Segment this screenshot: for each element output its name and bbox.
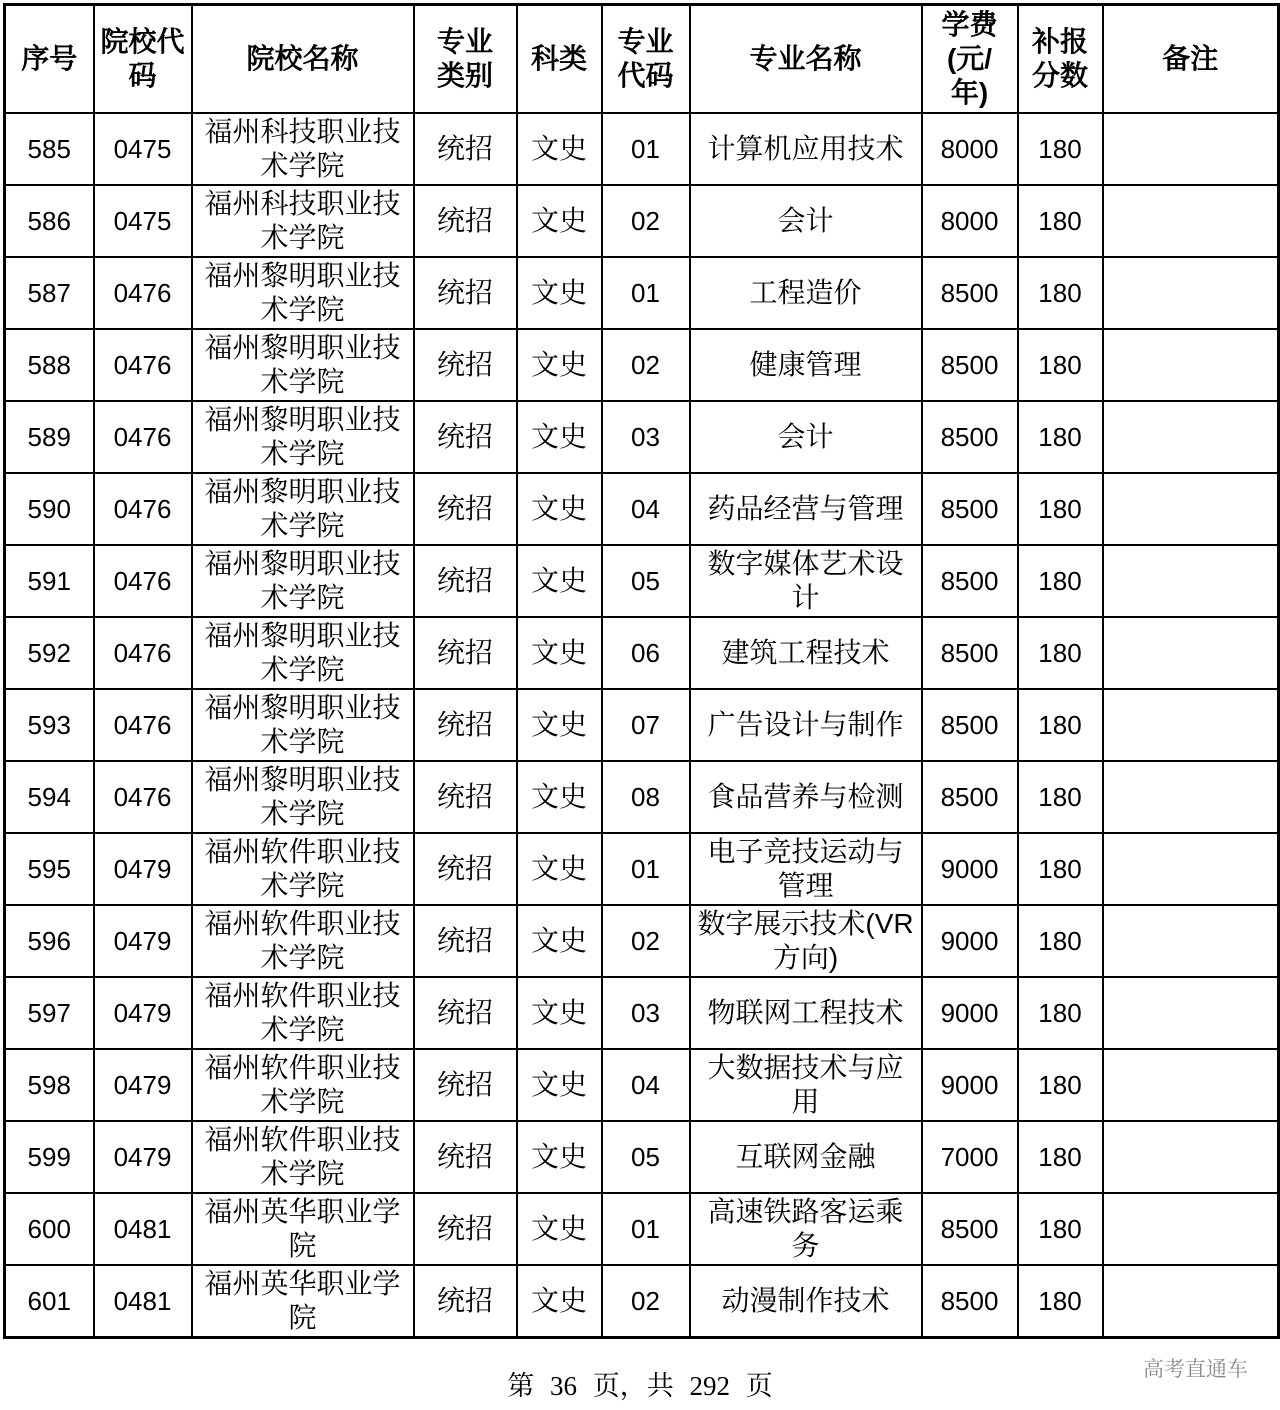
cell-fee: 8500: [922, 1193, 1018, 1265]
cell-major-type: 统招: [414, 545, 517, 617]
cell-school-code: 0476: [94, 689, 192, 761]
cell-subject: 文史: [517, 1121, 602, 1193]
cell-seq: 589: [5, 401, 94, 473]
header-row: [5, 5, 1279, 114]
cell-school-code: 0476: [94, 545, 192, 617]
cell-school-code: 0476: [94, 617, 192, 689]
cell-school-name: 福州黎明职业技术学院: [192, 617, 414, 689]
cell-school-name: 福州软件职业技术学院: [192, 833, 414, 905]
table-row: [5, 617, 1279, 689]
cell-remark: [1103, 113, 1279, 185]
cell-major-type: 统招: [414, 761, 517, 833]
cell-subject: 文史: [517, 1049, 602, 1121]
cell-remark: [1103, 833, 1279, 905]
cell-seq: 588: [5, 329, 94, 401]
cell-remark: [1103, 1049, 1279, 1121]
cell-score: 180: [1018, 329, 1103, 401]
table-row: [5, 113, 1279, 185]
cell-school-code: 0475: [94, 113, 192, 185]
cell-remark: [1103, 185, 1279, 257]
cell-major-code: 02: [602, 185, 690, 257]
cell-school-code: 0481: [94, 1265, 192, 1338]
cell-major-name: 数字展示技术(VR方向): [690, 905, 922, 977]
cell-major-type: 统招: [414, 1049, 517, 1121]
cell-remark: [1103, 977, 1279, 1049]
cell-school-name: 福州黎明职业技术学院: [192, 329, 414, 401]
header-school-name: 院校名称: [192, 5, 414, 114]
cell-major-name: 建筑工程技术: [690, 617, 922, 689]
watermark-text: 高考直通车: [1143, 1357, 1248, 1381]
cell-seq: 595: [5, 833, 94, 905]
cell-seq: 596: [5, 905, 94, 977]
cell-score: 180: [1018, 689, 1103, 761]
cell-seq: 597: [5, 977, 94, 1049]
cell-major-type: 统招: [414, 1121, 517, 1193]
cell-school-code: 0481: [94, 1193, 192, 1265]
cell-subject: 文史: [517, 977, 602, 1049]
cell-score: 180: [1018, 761, 1103, 833]
cell-school-code: 0475: [94, 185, 192, 257]
cell-seq: 591: [5, 545, 94, 617]
cell-fee: 8500: [922, 617, 1018, 689]
cell-remark: [1103, 257, 1279, 329]
cell-major-code: 01: [602, 257, 690, 329]
cell-major-type: 统招: [414, 977, 517, 1049]
cell-seq: 590: [5, 473, 94, 545]
cell-major-type: 统招: [414, 257, 517, 329]
cell-major-name: 会计: [690, 401, 922, 473]
cell-major-name: 食品营养与检测: [690, 761, 922, 833]
cell-major-code: 05: [602, 545, 690, 617]
cell-remark: [1103, 1265, 1279, 1338]
cell-subject: 文史: [517, 689, 602, 761]
cell-major-type: 统招: [414, 473, 517, 545]
table-row: [5, 185, 1279, 257]
cell-seq: 600: [5, 1193, 94, 1265]
cell-seq: 598: [5, 1049, 94, 1121]
table-row: [5, 1049, 1279, 1121]
cell-major-code: 07: [602, 689, 690, 761]
cell-school-code: 0479: [94, 1049, 192, 1121]
table-row: [5, 473, 1279, 545]
cell-fee: 8500: [922, 257, 1018, 329]
cell-score: 180: [1018, 1193, 1103, 1265]
cell-major-code: 05: [602, 1121, 690, 1193]
cell-major-type: 统招: [414, 329, 517, 401]
cell-fee: 8500: [922, 545, 1018, 617]
cell-score: 180: [1018, 401, 1103, 473]
cell-subject: 文史: [517, 185, 602, 257]
cell-major-name: 计算机应用技术: [690, 113, 922, 185]
cell-fee: 8500: [922, 401, 1018, 473]
cell-major-code: 01: [602, 1193, 690, 1265]
cell-school-code: 0479: [94, 833, 192, 905]
cell-score: 180: [1018, 185, 1103, 257]
cell-fee: 8500: [922, 329, 1018, 401]
cell-major-name: 互联网金融: [690, 1121, 922, 1193]
cell-fee: 8500: [922, 473, 1018, 545]
cell-seq: 587: [5, 257, 94, 329]
cell-major-code: 02: [602, 1265, 690, 1338]
cell-major-code: 01: [602, 833, 690, 905]
cell-fee: 8500: [922, 761, 1018, 833]
cell-fee: 8500: [922, 689, 1018, 761]
cell-score: 180: [1018, 1121, 1103, 1193]
cell-major-name: 会计: [690, 185, 922, 257]
cell-school-name: 福州黎明职业技术学院: [192, 761, 414, 833]
cell-seq: 592: [5, 617, 94, 689]
cell-subject: 文史: [517, 473, 602, 545]
cell-subject: 文史: [517, 113, 602, 185]
cell-subject: 文史: [517, 761, 602, 833]
cell-major-code: 01: [602, 113, 690, 185]
cell-fee: 8000: [922, 185, 1018, 257]
cell-subject: 文史: [517, 329, 602, 401]
table-row: [5, 761, 1279, 833]
cell-fee: 9000: [922, 833, 1018, 905]
cell-major-name: 高速铁路客运乘务: [690, 1193, 922, 1265]
header-seq: 序号: [5, 5, 94, 114]
cell-major-code: 03: [602, 401, 690, 473]
cell-school-name: 福州科技职业技术学院: [192, 185, 414, 257]
cell-remark: [1103, 761, 1279, 833]
cell-school-code: 0479: [94, 1121, 192, 1193]
cell-seq: 593: [5, 689, 94, 761]
table-row: [5, 1121, 1279, 1193]
cell-remark: [1103, 905, 1279, 977]
cell-major-code: 03: [602, 977, 690, 1049]
cell-remark: [1103, 545, 1279, 617]
cell-school-name: 福州软件职业技术学院: [192, 905, 414, 977]
cell-remark: [1103, 329, 1279, 401]
cell-seq: 601: [5, 1265, 94, 1338]
cell-fee: 8500: [922, 1265, 1018, 1338]
cell-school-name: 福州软件职业技术学院: [192, 1049, 414, 1121]
cell-school-code: 0479: [94, 977, 192, 1049]
cell-major-code: 04: [602, 473, 690, 545]
cell-score: 180: [1018, 905, 1103, 977]
cell-major-type: 统招: [414, 1193, 517, 1265]
cell-score: 180: [1018, 545, 1103, 617]
cell-fee: 8000: [922, 113, 1018, 185]
cell-subject: 文史: [517, 401, 602, 473]
header-score: 补报分数: [1018, 5, 1103, 114]
cell-major-type: 统招: [414, 689, 517, 761]
header-remark: 备注: [1103, 5, 1279, 114]
cell-major-name: 健康管理: [690, 329, 922, 401]
table-row: [5, 905, 1279, 977]
cell-subject: 文史: [517, 833, 602, 905]
cell-remark: [1103, 617, 1279, 689]
cell-major-type: 统招: [414, 833, 517, 905]
cell-score: 180: [1018, 473, 1103, 545]
cell-major-code: 08: [602, 761, 690, 833]
cell-school-name: 福州软件职业技术学院: [192, 977, 414, 1049]
cell-remark: [1103, 401, 1279, 473]
cell-school-code: 0476: [94, 473, 192, 545]
cell-fee: 9000: [922, 905, 1018, 977]
header-major-code: 专业代码: [602, 5, 690, 114]
header-subject: 科类: [517, 5, 602, 114]
cell-score: 180: [1018, 977, 1103, 1049]
cell-fee: 7000: [922, 1121, 1018, 1193]
cell-major-type: 统招: [414, 113, 517, 185]
cell-major-name: 电子竞技运动与管理: [690, 833, 922, 905]
cell-subject: 文史: [517, 1193, 602, 1265]
cell-score: 180: [1018, 1265, 1103, 1338]
cell-major-name: 物联网工程技术: [690, 977, 922, 1049]
table-row: [5, 1193, 1279, 1265]
table-row: [5, 833, 1279, 905]
cell-score: 180: [1018, 257, 1103, 329]
cell-school-code: 0476: [94, 761, 192, 833]
cell-school-code: 0476: [94, 401, 192, 473]
cell-school-code: 0476: [94, 257, 192, 329]
cell-subject: 文史: [517, 905, 602, 977]
cell-remark: [1103, 1121, 1279, 1193]
table-row: [5, 329, 1279, 401]
header-school-code: 院校代码: [94, 5, 192, 114]
cell-major-name: 药品经营与管理: [690, 473, 922, 545]
cell-school-name: 福州黎明职业技术学院: [192, 473, 414, 545]
cell-score: 180: [1018, 113, 1103, 185]
cell-major-type: 统招: [414, 401, 517, 473]
cell-fee: 9000: [922, 1049, 1018, 1121]
cell-major-code: 06: [602, 617, 690, 689]
header-fee: 学费(元/年): [922, 5, 1018, 114]
cell-major-type: 统招: [414, 617, 517, 689]
table-row: [5, 977, 1279, 1049]
cell-score: 180: [1018, 833, 1103, 905]
cell-school-name: 福州软件职业技术学院: [192, 1121, 414, 1193]
cell-major-name: 动漫制作技术: [690, 1265, 922, 1338]
cell-school-name: 福州黎明职业技术学院: [192, 257, 414, 329]
cell-major-name: 工程造价: [690, 257, 922, 329]
cell-school-name: 福州黎明职业技术学院: [192, 401, 414, 473]
cell-school-name: 福州黎明职业技术学院: [192, 545, 414, 617]
cell-major-name: 数字媒体艺术设计: [690, 545, 922, 617]
cell-major-code: 02: [602, 329, 690, 401]
cell-score: 180: [1018, 1049, 1103, 1121]
cell-major-name: 大数据技术与应用: [690, 1049, 922, 1121]
cell-major-type: 统招: [414, 905, 517, 977]
cell-school-code: 0476: [94, 329, 192, 401]
cell-major-code: 02: [602, 905, 690, 977]
cell-school-name: 福州科技职业技术学院: [192, 113, 414, 185]
cell-subject: 文史: [517, 545, 602, 617]
cell-seq: 599: [5, 1121, 94, 1193]
table-row: [5, 1265, 1279, 1338]
cell-remark: [1103, 1193, 1279, 1265]
cell-remark: [1103, 689, 1279, 761]
cell-major-name: 广告设计与制作: [690, 689, 922, 761]
cell-seq: 594: [5, 761, 94, 833]
cell-fee: 9000: [922, 977, 1018, 1049]
page-number: 第 36 页，共 292 页: [507, 1371, 773, 1401]
admission-table: [3, 3, 1280, 1339]
table-row: [5, 401, 1279, 473]
cell-score: 180: [1018, 617, 1103, 689]
cell-school-name: 福州黎明职业技术学院: [192, 689, 414, 761]
table-row: [5, 545, 1279, 617]
cell-major-type: 统招: [414, 185, 517, 257]
cell-subject: 文史: [517, 617, 602, 689]
table-row: [5, 257, 1279, 329]
cell-seq: 585: [5, 113, 94, 185]
cell-school-name: 福州英华职业学院: [192, 1193, 414, 1265]
cell-school-name: 福州英华职业学院: [192, 1265, 414, 1338]
cell-remark: [1103, 473, 1279, 545]
cell-subject: 文史: [517, 257, 602, 329]
table-row: [5, 689, 1279, 761]
cell-subject: 文史: [517, 1265, 602, 1338]
cell-major-code: 04: [602, 1049, 690, 1121]
cell-seq: 586: [5, 185, 94, 257]
cell-school-code: 0479: [94, 905, 192, 977]
header-major-name: 专业名称: [690, 5, 922, 114]
cell-major-type: 统招: [414, 1265, 517, 1338]
header-major-type: 专业类别: [414, 5, 517, 114]
